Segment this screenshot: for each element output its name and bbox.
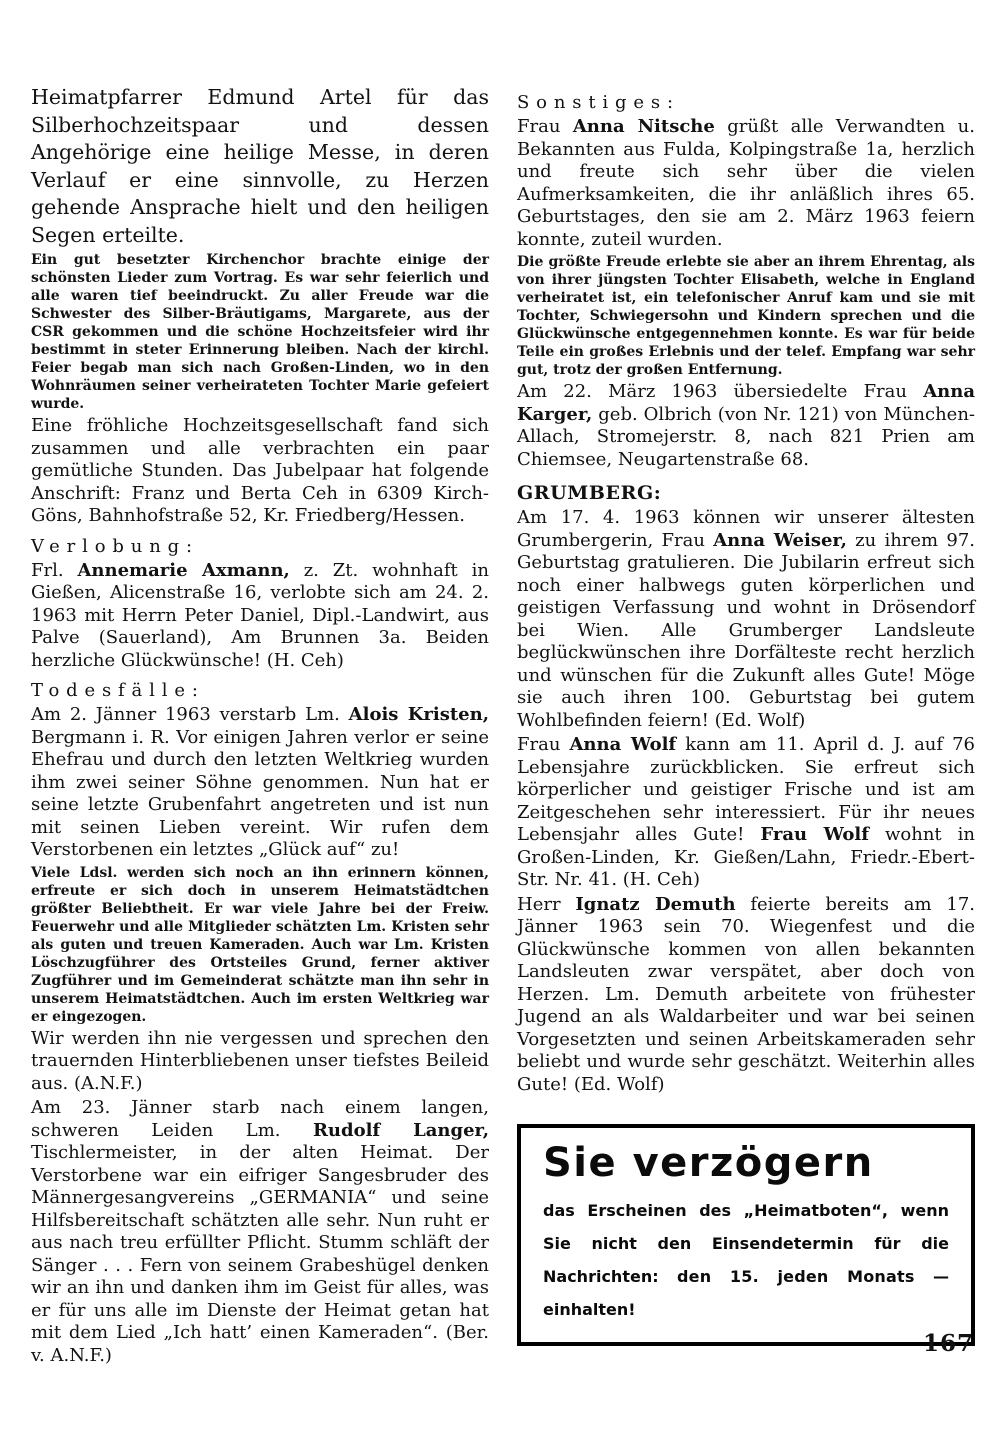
text-run: Bergmann i. R. Vor einigen Jahren verlor er seine Ehefrau und durch den letzten Weltkrieg wurden ihm zwei seiner Söhne genommen. Nun hat er seine letzte Grubenfahrt angetreten und ist nun mit seinen Lieben vereint. Wir rufen dem Verstorbenen ein letztes „Glück auf“ zu! [31, 726, 489, 860]
emphasized-name: Anna Nitsche [572, 116, 715, 137]
paragraph-karger-move [517, 381, 975, 471]
emphasized-name: Frau Wolf [760, 824, 869, 845]
text-run: Am 2. Jänner 1963 verstarb Lm. [31, 704, 349, 725]
text-run: — einhalten! [543, 1267, 950, 1319]
text-run: kann am 11. April d. J. auf 76 Lebensjahre zurückblicken. Sie erfreut sich körperlicher und geistiger Frische und ist am Zeitgeschehen sehr interessiert. Für ihr neues Lebensjahr alles Gute! [517, 734, 975, 845]
text-run: Frau [517, 734, 570, 755]
paragraph-kristen-detail [31, 864, 489, 1026]
text-run: geb. Olbrich (von Nr. 121) von München-Allach, Stromejerstr. 8, nach 821 Prien am Chiemsee, Neugartenstraße 68. [517, 403, 975, 470]
paragraph-silver-wedding-party [31, 415, 489, 528]
section-header-todesfaelle: Todesfälle: [31, 680, 205, 701]
text-run: feierte bereits am 17. Jänner 1963 sein 70. Wiegenfest und die Glückwünsche kommen von allen bekannten Landsleuten zwar verspätet, aber doch von Herzen. Lm. Demuth arbeitete von frühester Jugend an als Waldarbeiter und war bei seinen Vorgesetzten und seinen Arbeitskameraden sehr beliebt und wurde sehr geschätzt. Weiterhin alles Gute! (Ed. Wolf) [517, 893, 975, 1095]
paragraph-demuth-birthday [517, 894, 975, 1097]
paragraph-kristen-obituary [31, 704, 489, 862]
text-run: Frl. [31, 559, 78, 581]
text-run: das Erscheinen des „Heimatboten“, wenn Sie nicht den Einsendetermin für die Nachrichten: [543, 1201, 949, 1286]
text-run: wohnt in Großen-Linden, Kr. Gießen/Lahn, Friedr.-Ebert-Str. Nr. 41. (H. Ceh) [517, 824, 975, 890]
paragraph-silver-wedding-lead [31, 84, 489, 249]
paragraph-wolf-birthday [517, 734, 975, 892]
text-run: Am 23. Jänner starb nach einem langen, schweren Leiden Lm. [31, 1097, 489, 1141]
emphasized-name: Ignatz Demuth [575, 893, 736, 915]
text-run: Tischlermeister, in der alten Heimat. Der Verstorbene war ein eifriger Sangesbruder des Männergesangvereins „GERMANIA“ und seine Hilfsbereitschaft schätzten alle sehr. Nun ruht er aus nach treu erfüllter Pflicht. Stumm schläft der Sänger . . . Fern von seinem Grabeshügel denken wir an ihn und danken ihm im Geist für alles, was er für uns alle im Dienste der Heimat getan hat mit dem Lied „Ich hatt’ einen Kameraden“. (Ber. v. A.N.F.) [31, 1142, 489, 1366]
text-run: zu ihrem 97. Geburtstag gratulieren. Die Jubilarin erfreut sich noch einer halbwegs guten körperlichen und geistigen Verfassung und wohnt in Drösendorf bei Wien. Alle Grumberger Landsleute beglückwünschen ihre Dorfälteste recht herzlich und wünschen für die Zukunft alles Gute! Möge sie auch ihren 100. Geburtstag bei gutem Wohlbefinden feiern! (Ed. Wolf) [517, 529, 976, 731]
emphasized-name: Anna Weiser, [713, 529, 847, 551]
text-run: Viele Ldsl. werden sich noch an ihn erinnern können, erfreute er sich doch in unserem Heimatstädtchen größter Beliebtheit. Er war viele Jahre bei der Freiw. Feuerwehr und alle Mitglieder schätzten Lm. Kristen sehr als guten und treuen Kameraden. Auch war Lm. Kristen Löschzugführer des Ortsteiles Grund, ferner aktiver Zugführer und im Gemeinderat schätzte man ihn sehr in unserem Heimatstädtchen. Auch im ersten Weltkrieg war er eingezogen. [31, 864, 489, 1025]
text-run: Die größte Freude erlebte sie aber an ihrem Ehrentag, als von ihrer jüngsten Tochter Elisabeth, welche in England verheiratet ist, ein telefonischer Anruf kam und sie mit Tochter, Schwiegersohn und Kindern sprechen und die Glückwünsche entgegennehmen konnte. Es war für beide Teile ein großes Erlebnis und der telef. Empfang war sehr gut, trotz der großen Entfernung. [517, 254, 975, 378]
emphasized-name: Anna Wolf [569, 734, 677, 755]
paragraph-axmann-engagement [31, 560, 489, 673]
emphasized-name: Alois Kristen, [348, 704, 489, 725]
left-column [31, 84, 489, 1367]
emphasized-name: Annemarie Axmann, [77, 559, 290, 581]
text-run: Am 17. 4. 1963 können wir unserer ältesten Grumbergerin, Frau [517, 507, 975, 551]
text-run: Herr [517, 893, 576, 915]
text-run: Heimatpfarrer Edmund Artel für das Silberhochzeitspaar und dessen Angehörige eine heilige Messe, in deren Verlauf er eine sinnvolle, zu Herzen gehende Ansprache hielt und den heiligen Segen erteilte. [31, 85, 489, 247]
notice-headline: Sie verzögern [543, 1140, 874, 1186]
paragraph-weiser-birthday [517, 507, 975, 732]
page-number: 167 [922, 1330, 974, 1357]
text-run: Eine fröhliche Hochzeitsgesellschaft fand sich zusammen und alle verbrachten ein paar gemütliche Stunden. Das Jubelpaar hat folgende Anschrift: Franz und Berta Ceh in 6309 Kirch-Göns, Bahnhofstraße 52, Kr. Friedberg/Hessen. [31, 415, 489, 526]
text-run: Wir werden ihn nie vergessen und sprechen den trauernden Hinterbliebenen unser tiefstes Beileid aus. (A.N.F.) [31, 1027, 489, 1094]
text-run: Am 22. März 1963 übersiedelte Frau [517, 381, 924, 402]
text-run: Frau [517, 116, 573, 137]
paragraph-kristen-condolence [31, 1028, 489, 1096]
paragraph-nitsche-detail [517, 253, 975, 379]
deadline-notice-box [517, 1124, 975, 1346]
emphasized-name: Anna Karger, [517, 381, 975, 425]
emphasized-name: Rudolf Langer, [312, 1119, 489, 1141]
right-column [517, 84, 975, 1346]
text-run: grüßt alle Verwandten u. Bekannten aus Fulda, Kolpingstraße 1a, herzlich und freute sich sehr über die vielen Aufmerksamkeiten, die ihr anläßlich ihres 65. Geburtstages, den sie am 2. März 1963 feiern konnte, zuteil wurden. [517, 116, 975, 250]
section-header-verlobung: Verlobung: [31, 535, 199, 557]
notice-body [543, 1194, 949, 1326]
text-run: Ein gut besetzter Kirchenchor brachte einige der schönsten Lieder zum Vortrag. Es war sehr feierlich und alle waren tief beeindruckt. Zu aller Freude war die Schwester des Silber-Bräutigams, Margarete, aus der CSR gekommen und die schöne Hochzeitsfeier wird ihr bestimmt in steter Erinnerung bleiben. Nach der kirchl. Feier begab man sich nach Großen-Linden, wo in den Wohnräumen seiner verheirateten Tochter Marie gefeiert wurde. [31, 252, 489, 412]
emphasized-name: den 15. jeden Monats [677, 1267, 915, 1286]
paragraph-nitsche-birthday [517, 116, 975, 251]
paragraph-silver-wedding-choir [31, 251, 489, 413]
text-run: z. Zt. wohnhaft in Gießen, Alicenstraße 16, verlobte sich am 24. 2. 1963 mit Herrn Peter Daniel, Dipl.-Landwirt, aus Palve (Sauerland), Am Brunnen 3a. Beiden herzliche Glückwünsche! (H. Ceh) [31, 559, 490, 671]
paragraph-langer-obituary [31, 1097, 489, 1367]
section-header-sonstiges: Sonstiges: [517, 92, 680, 113]
section-header-grumberg: GRUMBERG: [517, 482, 662, 504]
